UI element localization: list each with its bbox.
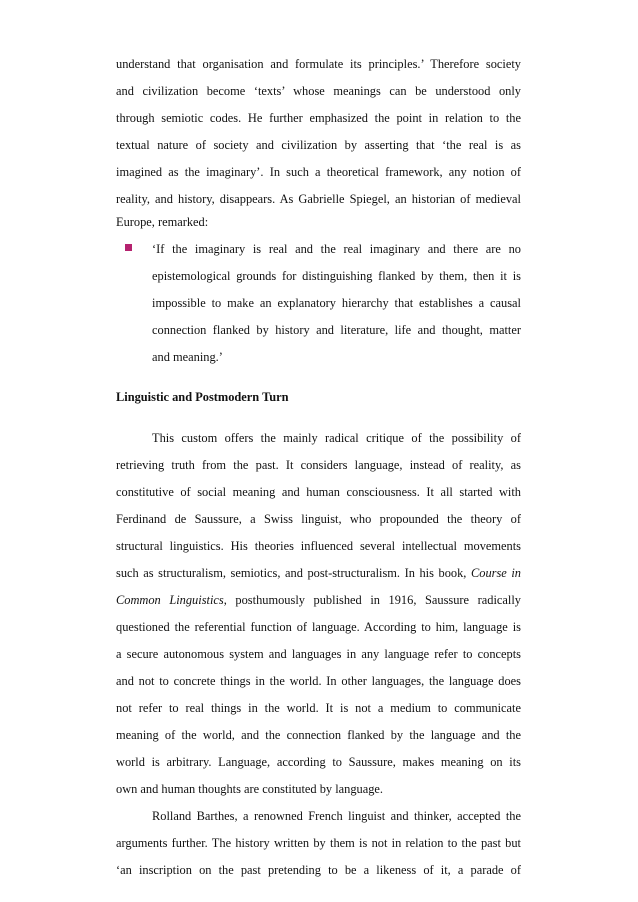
para2-line: retrieving truth from the past. It considers language, instead of reality, as [116,458,521,472]
para2-line: questioned the referential function of language. According to him, language is [116,620,521,634]
book-title-italic: Common Linguistics [116,593,224,607]
para1-line: and civilization become ‘texts’ whose meanings can be understood only [116,84,521,98]
para2-line: constitutive of social meaning and human consciousness. It all started with [116,485,521,499]
para2-line [116,592,521,608]
quote-line: connection flanked by history and literature, life and thought, matter [152,323,521,337]
para3-line: arguments further. The history written by them is not in relation to the past but [116,836,521,850]
para2-line: Ferdinand de Saussure, a Swiss linguist, who propounded the theory of [116,512,521,526]
para2-line: structural linguistics. His theories influenced several intellectual movements [116,539,521,553]
para2-text: such as structuralism, semiotics, and post-structuralism. In his book, [116,566,467,580]
para1-line: Europe, remarked: [116,215,209,229]
para1-line: reality, and history, disappears. As Gabrielle Spiegel, an historian of medieval [116,192,521,206]
para2-line: This custom offers the mainly radical critique of the possibility of [152,431,521,445]
para2-line: own and human thoughts are constituted by language. [116,782,384,796]
para2-line [116,565,521,581]
book-title-italic: Course in [470,566,521,580]
quote-line: impossible to make an explanatory hierarchy that establishes a causal [152,296,521,310]
para1-line: through semiotic codes. He further emphasized the point in relation to the [116,111,521,125]
para1-line: imagined as the imaginary’. In such a theoretical framework, any notion of [116,165,521,179]
quote-line: ‘If the imaginary is real and the real imaginary and there are no [152,242,521,256]
quote-line: and meaning.’ [152,350,223,364]
para1-line: textual nature of society and civilization by asserting that ‘the real is as [116,138,521,152]
square-bullet-icon [125,244,132,251]
para2-text: , posthumously published in 1916, Saussure radically [223,593,521,607]
para1-line: understand that organisation and formulate its principles.’ Therefore society [116,57,521,71]
para2-line: and not to concrete things in the world. In other languages, the language does [116,674,521,688]
para2-line: world is arbitrary. Language, according to Saussure, makes meaning on its [116,755,521,769]
para3-line: ‘an inscription on the past pretending to be a likeness of it, a parade of [116,863,521,877]
quote-line: epistemological grounds for distinguishing flanked by them, then it is [152,269,521,283]
para3-line: Rolland Barthes, a renowned French linguist and thinker, accepted the [152,809,521,823]
para2-line: a secure autonomous system and languages in any language refer to concepts [116,647,521,661]
para2-line: not refer to real things in the world. It is not a medium to communicate [116,701,521,715]
section-heading: Linguistic and Postmodern Turn [116,390,289,404]
para2-line: meaning of the world, and the connection flanked by the language and the [116,728,521,742]
